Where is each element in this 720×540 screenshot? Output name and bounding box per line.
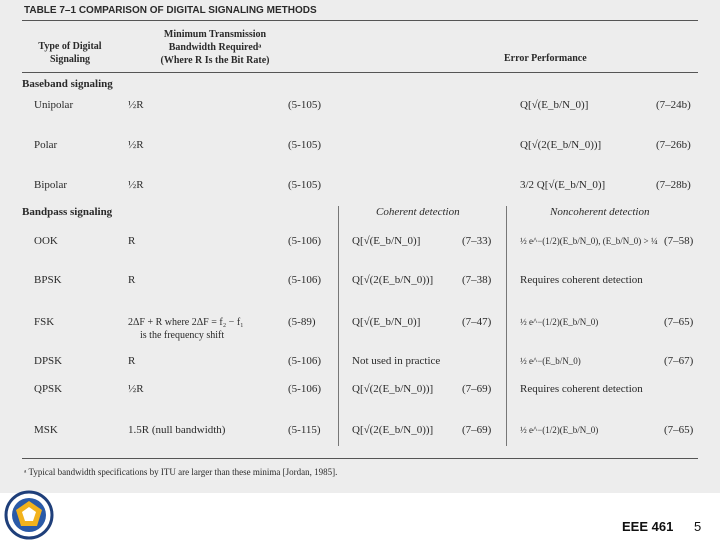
row-dpsk-bw: R	[128, 355, 136, 367]
row-qpsk-non: Requires coherent detection	[520, 383, 643, 395]
header-bw-line3: (Where R Is the Bit Rate)	[160, 55, 270, 66]
row-fsk-name: FSK	[34, 316, 55, 328]
row-bipolar-err: 3/2 Q[√(E_b/N_0)]	[520, 179, 606, 191]
header-bw-line1: Minimum Transmission	[163, 29, 267, 40]
header-type-line2: Signaling	[49, 54, 91, 65]
top-rule	[22, 20, 698, 21]
row-bipolar-bw: ½R	[128, 179, 144, 191]
row-bpsk-non: Requires coherent detection	[520, 274, 643, 286]
row-unipolar-name: Unipolar	[34, 99, 74, 111]
footnote: ᵃ Typical bandwidth specifications by ITU are larger than these minima [Jordan, 1985].	[24, 467, 338, 477]
header-rule	[22, 72, 698, 73]
row-ook-coh: Q[√(E_b/N_0)]	[352, 235, 421, 247]
row-fsk-bw2: is the frequency shift	[140, 330, 225, 341]
row-polar-name: Polar	[34, 139, 58, 151]
row-msk-non-eq: (7–65)	[664, 424, 694, 436]
row-fsk-coh: Q[√(E_b/N_0)]	[352, 316, 421, 328]
row-polar-bw-eq: (5-105)	[288, 139, 321, 151]
row-bpsk-coh-eq: (7–38)	[462, 274, 492, 286]
row-qpsk-bw-eq: (5-106)	[288, 383, 321, 395]
bottom-rule	[22, 458, 698, 459]
row-msk-coh: Q[√(2(E_b/N_0))]	[352, 424, 434, 436]
row-bipolar-err-eq: (7–28b)	[656, 179, 691, 191]
header-type-line1: Type of Digital	[38, 41, 102, 52]
row-fsk-coh-eq: (7–47)	[462, 316, 492, 328]
row-bpsk-bw-eq: (5-106)	[288, 274, 321, 286]
row-bpsk-name: BPSK	[34, 274, 62, 286]
row-ook-bw-eq: (5-106)	[288, 235, 321, 247]
row-qpsk-coh-eq: (7–69)	[462, 383, 492, 395]
table-caption: TABLE 7–1 COMPARISON OF DIGITAL SIGNALING METHODS	[24, 5, 317, 16]
row-qpsk-name: QPSK	[34, 383, 63, 395]
row-bipolar-name: Bipolar	[34, 179, 67, 191]
row-qpsk-coh: Q[√(2(E_b/N_0))]	[352, 383, 434, 395]
row-msk-bw-eq: (5-115)	[288, 424, 321, 436]
row-unipolar-bw: ½R	[128, 99, 144, 111]
row-bpsk-coh: Q[√(2(E_b/N_0))]	[352, 274, 434, 286]
row-polar-err: Q[√(2(E_b/N_0))]	[520, 139, 602, 151]
row-unipolar-err-eq: (7–24b)	[656, 99, 691, 111]
row-qpsk-bw: ½R	[128, 383, 144, 395]
row-dpsk-coh: Not used in practice	[352, 355, 441, 367]
row-bipolar-bw-eq: (5-105)	[288, 179, 321, 191]
header-bw-line2: Bandwidth Requiredᵃ	[168, 42, 262, 53]
page-number: 5	[694, 519, 702, 534]
row-polar-bw: ½R	[128, 139, 144, 151]
university-logo-icon	[0, 490, 58, 540]
row-ook-bw: R	[128, 235, 136, 247]
section-bandpass: Bandpass signaling	[22, 206, 113, 218]
row-msk-non: ½ e^−(1/2)(E_b/N_0)	[520, 425, 599, 435]
row-unipolar-bw-eq: (5-105)	[288, 99, 321, 111]
row-dpsk-name: DPSK	[34, 355, 63, 367]
row-unipolar-err: Q[√(E_b/N_0)]	[520, 99, 589, 111]
row-ook-coh-eq: (7–33)	[462, 235, 492, 247]
header-error: Error Performance	[504, 53, 587, 64]
row-ook-non-eq: (7–58)	[664, 235, 694, 247]
coherent-divider	[338, 206, 339, 446]
row-fsk-non: ½ e^−(1/2)(E_b/N_0)	[520, 317, 599, 327]
row-msk-coh-eq: (7–69)	[462, 424, 492, 436]
row-dpsk-non-eq: (7–67)	[664, 355, 694, 367]
noncoherent-header: Noncoherent detection	[550, 206, 650, 218]
section-baseband: Baseband signaling	[22, 78, 113, 90]
coherent-header: Coherent detection	[376, 206, 460, 218]
row-ook-name: OOK	[34, 235, 58, 247]
row-msk-bw: 1.5R (null bandwidth)	[128, 424, 226, 436]
course-label: EEE 461	[622, 519, 674, 534]
row-polar-err-eq: (7–26b)	[656, 139, 691, 151]
row-fsk-non-eq: (7–65)	[664, 316, 694, 328]
noncoherent-divider	[506, 206, 507, 446]
row-fsk-bw-eq: (5-89)	[288, 316, 316, 328]
row-bpsk-bw: R	[128, 274, 136, 286]
row-fsk-bw: 2ΔF + R where 2ΔF = f₂ − f₁	[128, 317, 244, 328]
row-dpsk-non: ½ e^−(E_b/N_0)	[520, 356, 581, 366]
row-ook-non: ½ e^−(1/2)(E_b/N_0), (E_b/N_0) > ¼	[520, 236, 658, 246]
row-msk-name: MSK	[34, 424, 58, 436]
row-dpsk-bw-eq: (5-106)	[288, 355, 321, 367]
